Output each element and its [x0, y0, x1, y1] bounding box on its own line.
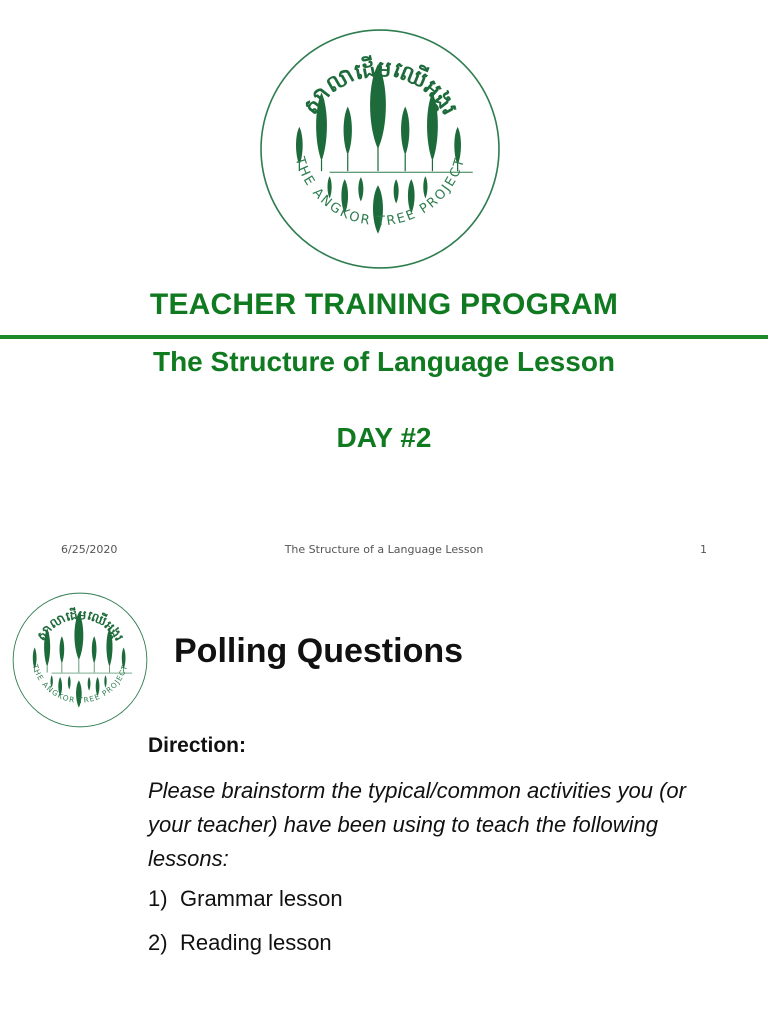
day-label: DAY #2	[336, 422, 432, 453]
angkor-tree-logo-icon	[12, 592, 148, 728]
list-item	[148, 886, 343, 912]
slide-2	[0, 572, 768, 1024]
direction-label: Direction:	[148, 734, 247, 757]
list-item-text: Reading lesson	[180, 930, 332, 955]
list-item-text: Grammar lesson	[180, 886, 343, 911]
footer-date: 6/25/2020	[61, 543, 118, 556]
list-item-number: 2)	[148, 930, 168, 955]
footer-title: The Structure of a Language Lesson	[284, 543, 484, 556]
lesson-subtitle: The Structure of Language Lesson	[152, 346, 616, 377]
title-divider	[0, 335, 768, 339]
program-title: TEACHER TRAINING PROGRAM	[149, 288, 619, 321]
instruction-text: Please brainstorm the typical/common activities you (or your teacher) have been using to teach the following lessons:	[148, 778, 686, 871]
angkor-tree-logo-icon	[259, 28, 501, 270]
footer-page-number: 1	[700, 543, 707, 556]
list-item	[148, 930, 343, 956]
polling-questions-title: Polling Questions	[174, 632, 464, 670]
lesson-list	[148, 886, 343, 974]
list-item-number: 1)	[148, 886, 168, 911]
